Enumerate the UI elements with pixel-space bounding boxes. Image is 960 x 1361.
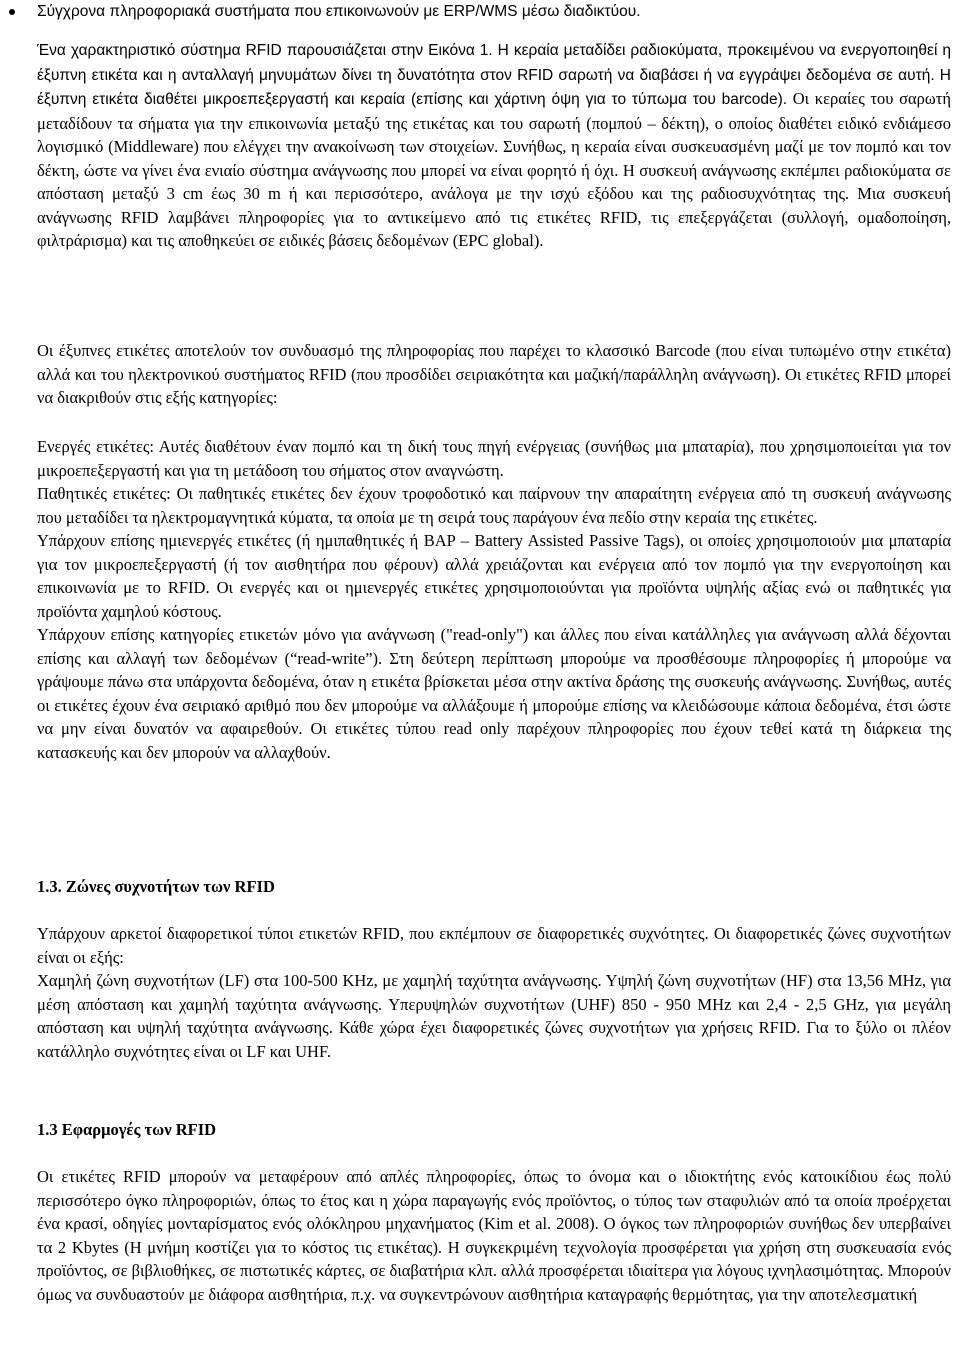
category-semi-active-tags: Υπάρχουν επίσης ημιενεργές ετικέτες (ή ημιπαθητικές ή BAP – Battery Assisted Passive Tags), οι οποίες χρησιμοποιούν μια μπαταρία για τον μικροεπεξεργαστή (ή τον αισθητήρα που φέρουν) αλλά χρειάζονται και ενέργεια από τον πομπό για την ενεργοποίηση και επικοινωνία με το RFID. Οι ενεργές και οι ημιενεργές ετικέτες χρησιμοποιούνται για προϊόντα υψηλής αξίας ενώ οι παθητικές για προϊόντα χαμηλού κόστους. xyxy=(37,531,951,621)
frequency-bands: Χαμηλή ζώνη συχνοτήτων (LF) στα 100-500 KHz, με χαμηλή ταχύτητα ανάγνωσης. Υψηλή ζώνη συχνοτήτων (HF) στα 13,56 MHz, για μέση απόσταση και χαμηλή ταχύτητα ανάγνωσης. Υπερυψηλών συχνοτήτων (UHF) 850 - 950 MHz και 2,4 - 2,5 GHz, για μεγάλη απόσταση και υψηλή ταχύτητα ανάγνωσης. Κάθε χώρα έχει διαφορετικές ζώνες συχνοτήτων για χρήσεις RFID. Για το ξύλο οι πλέον κατάλληλο συχνότητες είναι οι LF και UHF. xyxy=(37,971,951,1061)
bullet-text: Σύγχρονα πληροφοριακά συστήματα που επικοινωνούν με ERP/WMS μέσω διαδικτύου. xyxy=(37,3,641,20)
section-heading-applications: 1.3 Εφαρμογές των RFID xyxy=(37,1120,217,1139)
paragraph-smart-tags xyxy=(37,339,951,410)
section-frequency-body xyxy=(37,922,951,1063)
section-frequency-bands xyxy=(37,875,951,899)
frequency-intro: Υπάρχουν αρκετοί διαφορετικοί τύποι ετικετών RFID, που εκπέμπουν σε διαφορετικές συχνότητες. Οι διαφορετικές ζώνες συχνοτήτων είναι οι εξής: xyxy=(37,924,951,967)
section-applications-body xyxy=(37,1165,951,1306)
paragraph-smart-tags-text: Οι έξυπνες ετικέτες αποτελούν τον συνδυασμό της πληροφορίας που παρέχει το κλασσικό Barcode (που είναι τυπωμένο στην ετικέτα) αλλά και του ηλεκτρονικού συστήματος RFID (που προσδίδει σειριακότητα και μαζική/παράλληλη ανάγνωση). Οι ετικέτες RFID μπορεί να διακριθούν στις εξής κατηγορίες: xyxy=(37,341,951,407)
bullet-list-item xyxy=(0,0,960,24)
paragraph-rfid-system-part1: Ένα χαρακτηριστικό σύστημα RFID παρουσιάζεται στην Εικόνα 1. Η κεραία μεταδίδει ραδιοκύματα, προκειμένου να ενεργοποιηθεί η έξυπνη ετικέτα και η ανταλλαγή μηνυμάτων δίνει τη δυνατότητα στον RFID σαρωτή να διαβάσει ή να εγγράψει δεδομένα σε αυτή. Η έξυπνη ετικέτα διαθέτει μικροεπεξεργαστή και κεραία (επίσης και χάρτινη όψη για το τύπωμα του barcode). xyxy=(37,42,951,108)
category-active-tags: Ενεργές ετικέτες: Αυτές διαθέτουν έναν πομπό και τη δική τους πηγή ενέργειας (συνήθως μια μπαταρία), που χρησιμοποιείται για τον μικροεπεξεργαστή και για τη μετάδοση του σήματος στον αναγνώστη. xyxy=(37,437,951,480)
section-heading-frequency: 1.3. Ζώνες συχνοτήτων των RFID xyxy=(37,877,275,896)
category-read-only-tags: Υπάρχουν επίσης κατηγορίες ετικετών μόνο για ανάγνωση ("read-only") και άλλες που είναι κατάλληλες για ανάγνωση αλλά δέχονται επίσης και αλλαγή των δεδομένων (“read-write”). Στη δεύτερη περίπτωση μπορούμε να προσθέσουμε πληροφορίες ή μπορούμε να γράψουμε πάνω στα υπάρχοντα δεδομένα, όταν η ετικέτα βρίσκεται μέσα στην ακτίνα δράσης της συσκευής ανάγνωσης. Συνήθως, αυτές οι ετικέτες έχουν ένα σειριακό αριθμό που δεν μπορούμε να αλλάξουμε ή μπορούμε επίσης να κλειδώσουμε κάποια δεδομένα, έτσι ώστε να μην είναι δυνατόν να αφαιρεθούν. Οι ετικέτες τύπου read only παρέχουν πληροφορίες που έχουν τεθεί κατά τη διάρκεια της κατασκευής και δεν μπορούν να αλλαχθούν. xyxy=(37,625,951,762)
section-applications xyxy=(37,1118,951,1142)
tag-categories xyxy=(37,435,951,764)
applications-text: Οι ετικέτες RFID μπορούν να μεταφέρουν από απλές πληροφορίες, όπως το όνομα και ο ιδιοκτήτης ενός κατοικίδιου έως πολύ περισσότερο όγκο πληροφοριών, όπως το έτος και η χώρα παραγωγής ενός προϊόντος, ο τύπος των σταφυλιών από τα οποία προέρχεται ένα κρασί, οδηγίες μονταρίσματος ενός ολόκληρου μηχανήματος (Kim et al. 2008). Ο όγκος των πληροφοριών συνήθως δεν υπερβαίνει τα 2 Kbytes (Η μνήμη κοστίζει για το κόστος τις ετικέτας). Η συγκεκριμένη τεχνολογία προσφέρεται για χρήση στη συσκευασία ενός προϊόντος, σε βιβλιοθήκες, σε πιστωτικές κάρτες, σε διαβατήρια κλπ. αλλά προσφέρεται ιδιαίτερα για λόγους ιχνηλασιμότητας. Μπορούν όμως να συνδυαστούν με διάφορα αισθητήρια, π.χ. να συγκεντρώνουν αισθητήρια καταγραφής θερμότητας, για την αποτελεσματική xyxy=(37,1167,951,1304)
paragraph-rfid-system-part2: Οι κεραίες του σαρωτή μεταδίδουν τα σήματα για την επικοινωνία μεταξύ της ετικέτας και του σαρωτή (πομπού – δέκτη), ο οποίος διαθέτει ειδικό ενδιάμεσο λογισμικό (Middleware) που ελέγχει την ανακοίνωση των στοιχείων. Συνήθως, η κεραία είναι συσκευασμένη μαζί με τον πομπό και τον δέκτη, ώστε να γίνει ένα ενιαίο σύστημα ανάγνωσης που μπορεί να είναι φορητό ή όχι. Η συσκευή ανάγνωσης εκπέμπει ραδιοκύματα σε απόσταση μεταξύ 3 cm έως 30 m ή και περισσότερο, ανάλογα με την ισχύ εξόδου και της ραδιοσυχνότητας της. Μια συσκευή ανάγνωσης RFID λαμβάνει πληροφορίες για το αντικείμενο από τις ετικέτες RFID, τις επεξεργάζεται (συλλογή, ομαδοποίηση, φιλτράρισμα) και τις αποθηκεύει σε ειδικές βάσεις δεδομένων (EPC global). xyxy=(37,89,952,250)
bullet-icon xyxy=(9,9,15,15)
paragraph-rfid-system xyxy=(37,38,951,253)
category-passive-tags: Παθητικές ετικέτες: Οι παθητικές ετικέτες δεν έχουν τροφοδοτικό και παίρνουν την απαραίτητη ενέργεια από τη συσκευή ανάγνωσης που μεταδίδει τα ηλεκτρομαγνητικά κύματα, τα οποία με τη σειρά τους παράγουν ένα πεδίο στην κεραία της ετικέτες. xyxy=(37,484,951,527)
